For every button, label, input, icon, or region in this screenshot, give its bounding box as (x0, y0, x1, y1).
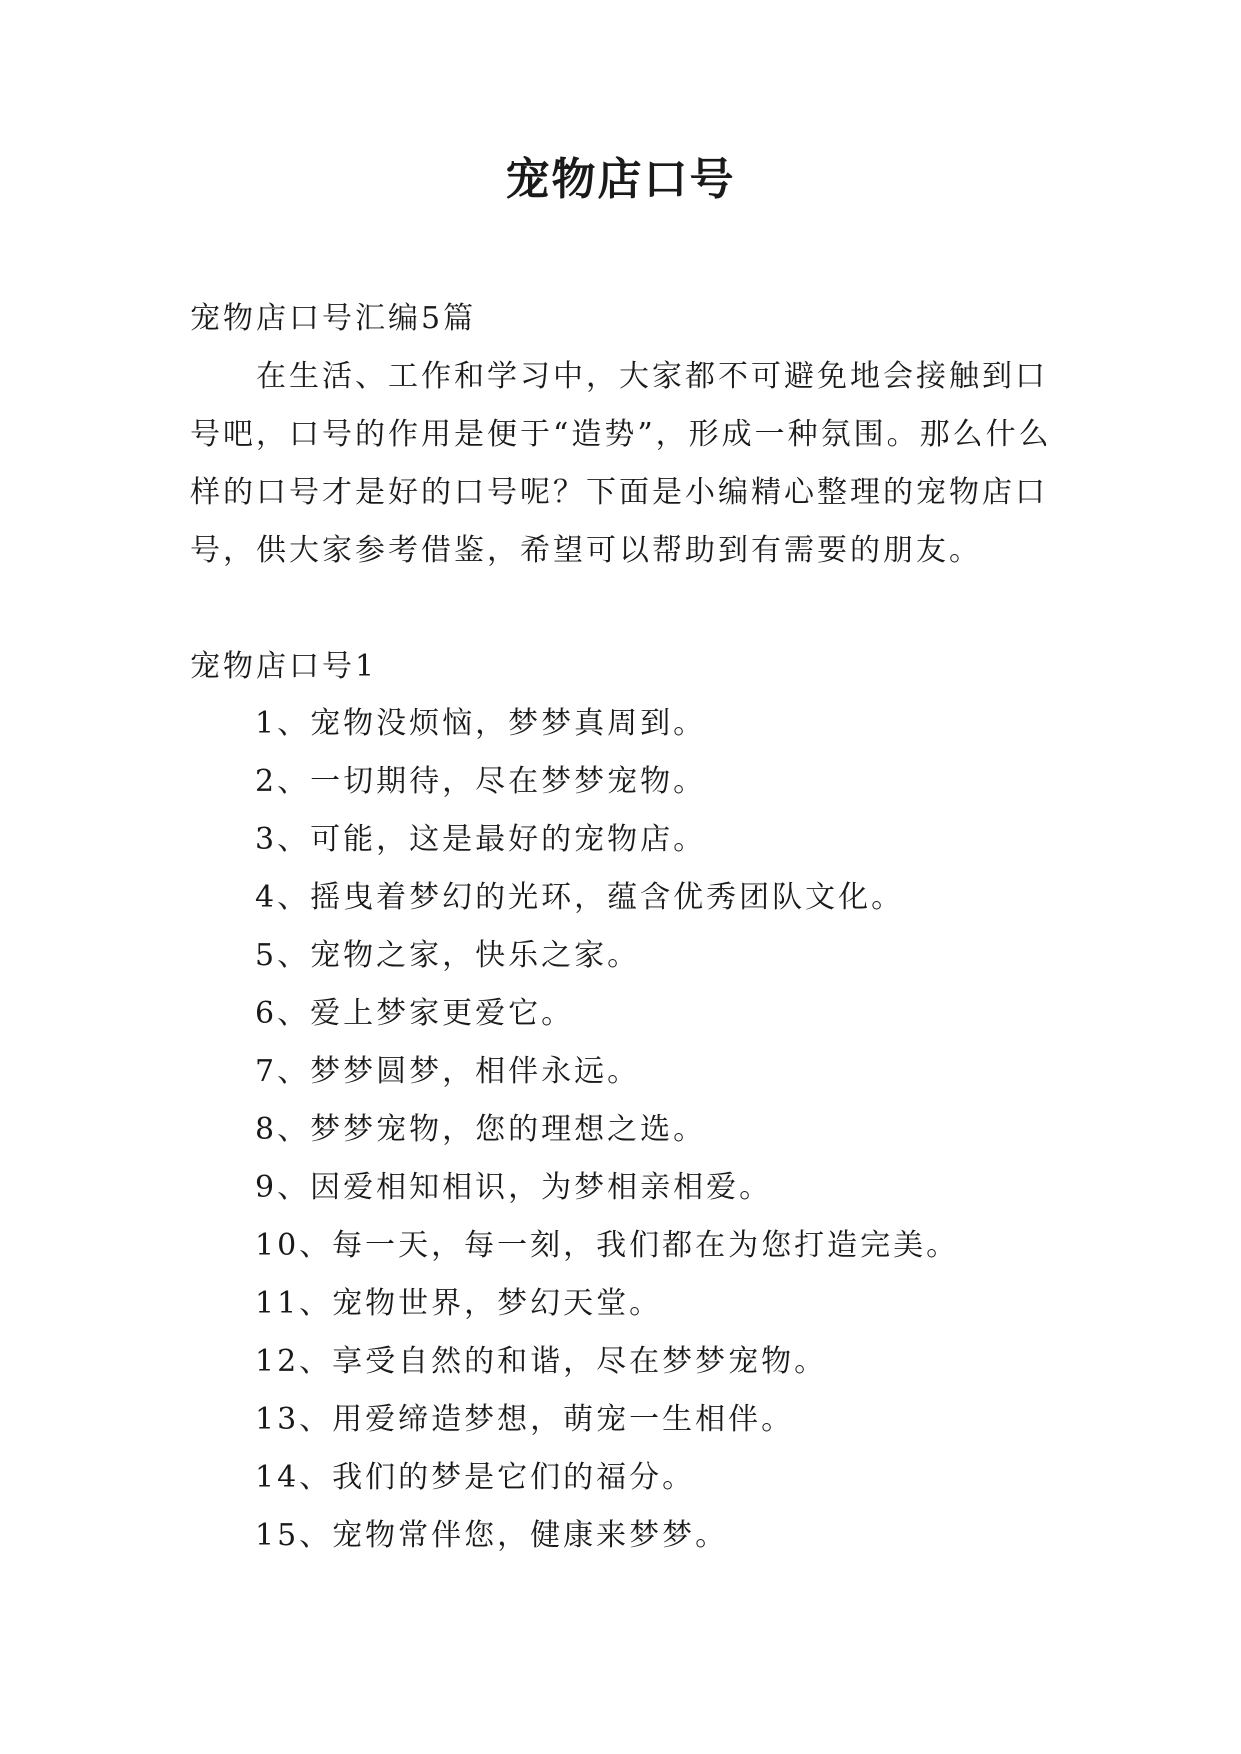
list-item: 3、可能，这是最好的宠物店。 (255, 822, 707, 857)
slogan-list (255, 695, 1055, 1565)
document-title: 宠物店口号 (505, 154, 736, 205)
list-item: 13、用爱缔造梦想，萌宠一生相伴。 (255, 1402, 795, 1437)
list-item: 14、我们的梦是它们的福分。 (255, 1460, 696, 1495)
section-heading: 宠物店口号1 (190, 649, 378, 684)
list-item: 1、宠物没烦恼，梦梦真周到。 (255, 706, 707, 741)
list-item: 11、宠物世界，梦幻天堂。 (255, 1286, 663, 1321)
list-item: 9、因爱相知相识，为梦相亲相爱。 (255, 1170, 773, 1205)
list-item: 10、每一天，每一刻，我们都在为您打造完美。 (255, 1228, 960, 1263)
list-item: 5、宠物之家，快乐之家。 (255, 938, 641, 973)
list-item: 4、摇曳着梦幻的光环，蕴含优秀团队文化。 (255, 880, 905, 915)
document-subtitle: 宠物店口号汇编5篇 (190, 301, 477, 336)
list-item: 2、一切期待，尽在梦梦宠物。 (255, 764, 707, 799)
intro-paragraph: 在生活、工作和学习中，大家都不可避免地会接触到口号吧，口号的作用是便于“造势”，形成一种氛围。那么什么样的口号才是好的口号呢？下面是小编精心整理的宠物店口号，供大家参考借鉴，希望可以帮助到有需要的朋友。 (190, 359, 1052, 568)
list-item: 12、享受自然的和谐，尽在梦梦宠物。 (255, 1344, 828, 1379)
list-item: 6、爱上梦家更爱它。 (255, 996, 575, 1031)
list-item: 7、梦梦圆梦，相伴永远。 (255, 1054, 641, 1089)
list-item: 8、梦梦宠物，您的理想之选。 (255, 1112, 707, 1147)
list-item: 15、宠物常伴您，健康来梦梦。 (255, 1518, 729, 1553)
